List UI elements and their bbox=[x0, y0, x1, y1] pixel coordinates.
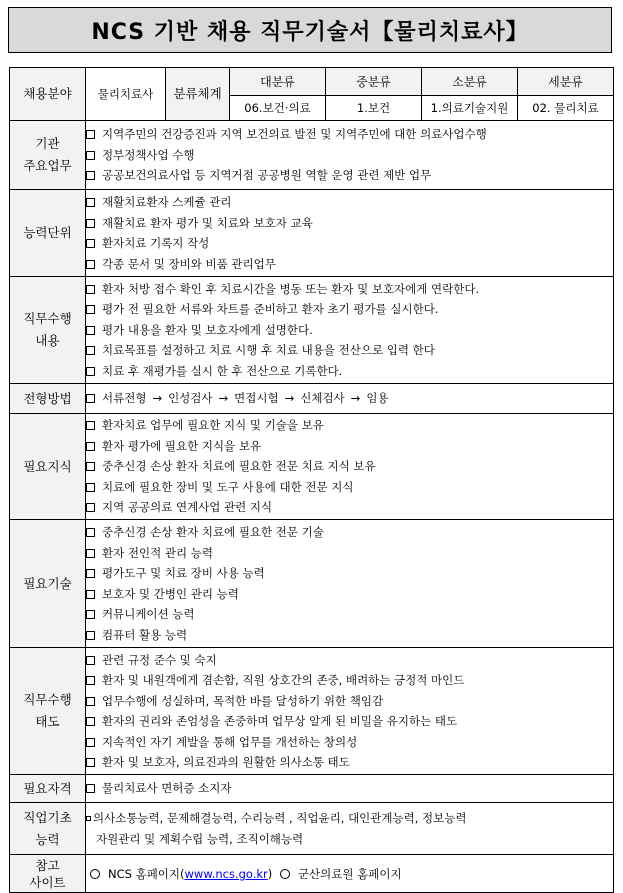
attitude-list bbox=[86, 648, 614, 775]
selection-step: 면접시험 bbox=[234, 391, 279, 406]
reference-content bbox=[86, 855, 614, 893]
list-item bbox=[86, 732, 613, 753]
list-item bbox=[86, 778, 613, 799]
list-item-text: 환자 및 보호자, 의료진과의 원활한 의사소통 태도 bbox=[102, 755, 350, 769]
list-item bbox=[86, 604, 613, 625]
list-item-text: 치료목표를 설정하고 치료 시행 후 치료 내용을 전산으로 입력 한다 bbox=[102, 343, 435, 358]
checkbox-icon bbox=[86, 717, 95, 726]
job-content-row bbox=[10, 277, 614, 384]
checkbox-icon bbox=[86, 130, 95, 139]
label-word: 기관 bbox=[35, 136, 60, 151]
list-item bbox=[86, 361, 613, 382]
label-word: 직무수행 bbox=[23, 692, 72, 707]
checkbox-icon bbox=[86, 219, 95, 228]
system-label: 분류체계 bbox=[166, 68, 230, 121]
checkbox-icon bbox=[86, 285, 95, 294]
checkbox-icon bbox=[86, 326, 95, 335]
major-category-header: 대분류 bbox=[230, 68, 326, 96]
checkbox-icon bbox=[86, 656, 95, 665]
checkbox-icon bbox=[86, 171, 95, 180]
list-item bbox=[86, 145, 613, 166]
list-item-text: 정부정책사업 수행 bbox=[102, 147, 195, 162]
checkbox-icon bbox=[86, 346, 95, 355]
detail-category-header: 세분류 bbox=[518, 68, 614, 96]
list-item bbox=[86, 752, 613, 773]
ncs-prefix: NCS 홈페이지( bbox=[108, 866, 185, 881]
skills-row bbox=[10, 520, 614, 648]
basic-competency-line-1: 의사소통능력, 문제해결능력, 수리능력 , 직업윤리, 대인관계능력, 정보능력 bbox=[93, 811, 467, 825]
attitude-row bbox=[10, 648, 614, 775]
checkbox-icon bbox=[86, 676, 95, 685]
checkbox-icon bbox=[86, 631, 95, 640]
label-word: 내용 bbox=[35, 333, 60, 348]
arrow-right-icon: → bbox=[350, 391, 361, 406]
checkbox-icon bbox=[86, 462, 95, 471]
list-item bbox=[86, 584, 613, 605]
selection-label: 전형방법 bbox=[10, 384, 86, 414]
list-item-text: 치료 후 재평가를 실시 한 후 전산으로 기록한다. bbox=[102, 363, 343, 378]
list-item-text: 환자치료 업무에 필요한 지식 및 기술을 보유 bbox=[102, 418, 324, 433]
checkbox-icon bbox=[86, 260, 95, 269]
checkbox-icon bbox=[86, 394, 95, 403]
list-item-text: 치료에 필요한 장비 및 도구 사용에 대한 전문 지식 bbox=[102, 479, 354, 494]
list-item-text: 업무수행에 성실하며, 목적한 바를 달성하기 위한 책임감 bbox=[102, 693, 384, 708]
basic-competency-line-2: 자원관리 및 계획수립 능력, 조직이해능력 bbox=[96, 831, 304, 846]
list-item bbox=[86, 670, 613, 691]
list-item-text: 환자 전인적 관리 능력 bbox=[102, 545, 213, 560]
hospital-homepage: 군산의료원 홈페이지 bbox=[297, 866, 402, 881]
list-item bbox=[86, 522, 613, 543]
reference-label bbox=[10, 855, 86, 893]
list-item bbox=[86, 563, 613, 584]
duties-list bbox=[86, 121, 614, 190]
major-category-value: 06.보건·의료 bbox=[230, 96, 326, 121]
ncs-suffix: ) bbox=[267, 866, 273, 881]
skills-list bbox=[86, 520, 614, 648]
knowledge-row bbox=[10, 414, 614, 520]
job-content-list bbox=[86, 277, 614, 384]
selection-step: 인성검사 bbox=[168, 391, 213, 406]
list-item-text: 평가도구 및 치료 장비 사용 능력 bbox=[102, 566, 265, 580]
checkbox-icon bbox=[86, 758, 95, 767]
detail-category-value: 02. 물리치료 bbox=[518, 96, 614, 121]
list-item-text: 공공보건의료사업 등 지역거점 공공병원 역할 운영 관련 제반 업무 bbox=[102, 168, 432, 183]
list-item bbox=[86, 650, 613, 671]
checkbox-icon bbox=[86, 421, 95, 430]
checkbox-icon bbox=[86, 590, 95, 599]
list-item bbox=[86, 625, 613, 646]
arrow-right-icon: → bbox=[284, 391, 295, 406]
minor-category-header: 소분류 bbox=[422, 68, 518, 96]
qualification-list bbox=[86, 775, 614, 803]
reference-row bbox=[10, 855, 614, 893]
checkbox-icon bbox=[86, 503, 95, 512]
checkbox-icon bbox=[86, 549, 95, 558]
arrow-right-icon: → bbox=[152, 391, 163, 406]
checkbox-icon bbox=[86, 528, 95, 537]
minor-category-value: 1.의료기술지원 bbox=[422, 96, 518, 121]
label-word: 능력 bbox=[35, 831, 60, 847]
basic-competency-content bbox=[86, 803, 614, 855]
list-item bbox=[86, 543, 613, 564]
list-item-text: 물리치료사 면허증 소지자 bbox=[102, 781, 232, 796]
list-item bbox=[86, 192, 613, 213]
list-item bbox=[86, 254, 613, 275]
list-item-text: 중추신경 손상 환자 치료에 필요한 전문 기술 bbox=[102, 525, 324, 539]
list-item-text: 중추신경 손상 환자 치료에 필요한 전문 치료 지식 보유 bbox=[102, 459, 376, 474]
list-item-text: 재활치료 환자 평가 및 치료와 보호자 교육 bbox=[102, 215, 313, 230]
job-content-label bbox=[10, 277, 86, 384]
list-item bbox=[86, 279, 613, 300]
label-word: 직무수행 bbox=[23, 311, 72, 326]
checkbox-icon bbox=[86, 442, 95, 451]
selection-step: 신체검사 bbox=[300, 391, 345, 406]
competency-row bbox=[10, 190, 614, 277]
label-word: 참고 bbox=[35, 857, 60, 873]
bullet-icon bbox=[86, 816, 91, 821]
checkbox-icon bbox=[86, 483, 95, 492]
selection-steps bbox=[86, 384, 614, 414]
list-item bbox=[86, 415, 613, 436]
list-item bbox=[86, 213, 613, 234]
list-item-text: 각종 문서 및 장비와 비품 관리업무 bbox=[102, 256, 276, 271]
list-item-text: 평가 내용을 환자 및 보호자에게 설명한다. bbox=[102, 322, 313, 337]
list-item-text: 지역 공공의료 연계사업 관련 지식 bbox=[102, 500, 273, 515]
checkbox-icon bbox=[86, 198, 95, 207]
selection-step: 서류전형 bbox=[102, 391, 147, 406]
list-item-text: 환자 및 내원객에게 겸손함, 직원 상호간의 존중, 배려하는 긍정적 마인드 bbox=[102, 673, 465, 687]
checkbox-icon bbox=[86, 610, 95, 619]
page-title: NCS 기반 채용 직무기술서【물리치료사】 bbox=[8, 7, 612, 53]
classification-header-row bbox=[10, 68, 614, 96]
list-item bbox=[86, 233, 613, 254]
list-item-text: 지속적인 자기 계발을 통해 업무를 개선하는 창의성 bbox=[102, 734, 358, 749]
field-label: 채용분야 bbox=[10, 68, 86, 121]
middle-category-header: 중분류 bbox=[326, 68, 422, 96]
checkbox-icon bbox=[86, 569, 95, 578]
list-item-text: 컴퓨터 활용 능력 bbox=[102, 627, 188, 642]
duties-label bbox=[10, 121, 86, 190]
circle-bullet-icon bbox=[280, 869, 290, 879]
list-item-text: 평가 전 필요한 서류와 차트를 준비하고 환자 초기 평가를 실시한다. bbox=[102, 302, 439, 317]
list-item bbox=[86, 691, 613, 712]
selection-row bbox=[10, 384, 614, 414]
list-item bbox=[86, 340, 613, 361]
label-word: 태도 bbox=[35, 714, 60, 729]
knowledge-label: 필요지식 bbox=[10, 414, 86, 520]
job-description-table bbox=[9, 67, 614, 893]
list-item bbox=[86, 165, 613, 186]
competency-label: 능력단위 bbox=[10, 190, 86, 277]
label-word: 직업기초 bbox=[23, 809, 72, 825]
attitude-label bbox=[10, 648, 86, 775]
middle-category-value: 1.보건 bbox=[326, 96, 422, 121]
basic-competency-label bbox=[10, 803, 86, 855]
selection-line bbox=[86, 388, 613, 409]
label-word: 사이트 bbox=[29, 874, 66, 890]
list-item bbox=[86, 497, 613, 518]
label-word: 주요업무 bbox=[23, 158, 72, 173]
list-item bbox=[86, 711, 613, 732]
qualification-row bbox=[10, 775, 614, 803]
list-item bbox=[86, 320, 613, 341]
field-value: 물리치료사 bbox=[86, 68, 166, 121]
checkbox-icon bbox=[86, 367, 95, 376]
list-item bbox=[86, 299, 613, 320]
duties-row bbox=[10, 121, 614, 190]
list-item bbox=[86, 477, 613, 498]
knowledge-list bbox=[86, 414, 614, 520]
list-item-text: 지역주민의 건강증진과 지역 보건의료 발전 및 지역주민에 대한 의료사업수행 bbox=[102, 127, 487, 142]
list-item-text: 환자 평가에 필요한 지식을 보유 bbox=[102, 438, 262, 453]
selection-step: 임용 bbox=[366, 391, 389, 406]
checkbox-icon bbox=[86, 697, 95, 706]
checkbox-icon bbox=[86, 305, 95, 314]
list-item bbox=[86, 124, 613, 145]
list-item-text: 재활치료환자 스케쥴 관리 bbox=[102, 195, 232, 209]
checkbox-icon bbox=[86, 151, 95, 160]
skills-label: 필요기술 bbox=[10, 520, 86, 648]
checkbox-icon bbox=[86, 738, 95, 747]
list-item-text: 보호자 및 간병인 관리 능력 bbox=[102, 586, 239, 601]
arrow-right-icon: → bbox=[218, 391, 229, 406]
checkbox-icon bbox=[86, 239, 95, 248]
circle-bullet-icon bbox=[90, 869, 100, 879]
checkbox-icon bbox=[86, 784, 95, 793]
ncs-homepage-link[interactable]: www.ncs.go.kr bbox=[184, 866, 268, 881]
basic-competency-row bbox=[10, 803, 614, 855]
list-item bbox=[86, 456, 613, 477]
competency-list bbox=[86, 190, 614, 277]
list-item-text: 관련 규정 준수 및 숙지 bbox=[102, 652, 217, 667]
qualification-label: 필요자격 bbox=[10, 775, 86, 803]
list-item-text: 커뮤니케이션 능력 bbox=[102, 607, 195, 621]
list-item-text: 환자의 권리와 존엄성을 존중하며 업무상 알게 된 비밀을 유지하는 태도 bbox=[102, 714, 458, 728]
list-item-text: 환자치료 기록지 작성 bbox=[102, 236, 210, 250]
list-item-text: 환자 처방 접수 확인 후 치료시간을 병동 또는 환자 및 보호자에게 연락한다. bbox=[102, 281, 480, 296]
list-item bbox=[86, 436, 613, 457]
